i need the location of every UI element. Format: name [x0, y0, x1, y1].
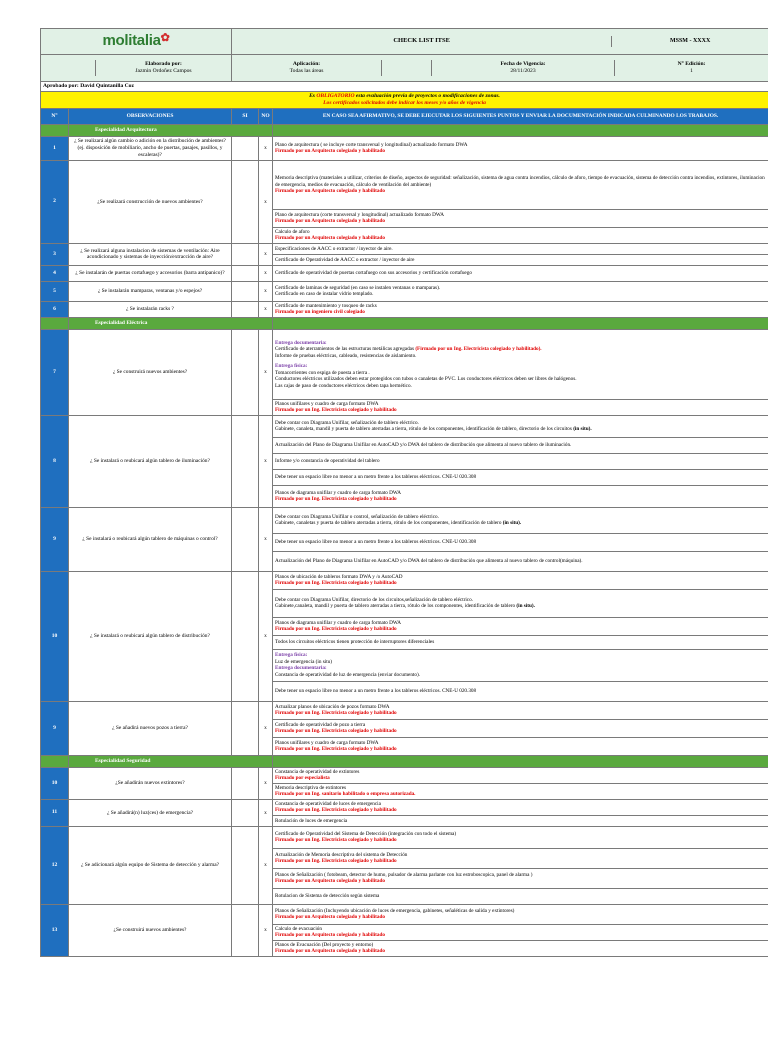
logo-emblem-icon: ✿: [161, 32, 170, 44]
table-row: 2 ¿Se realizará construcción de nuevos ambientes? x Memoria descriptiva (materiales a utilizar, criterios de diseño, aspectos de seguridad: señalización, sistema de agua contra incendios, cálculo de aforo, tiempo de evacuación, sistema de detección contra incendios, extintores, iluminacion de emergencia, medios de evacuación, cálculo de ventilación del ambiente) Firmado por un Arquitecto colegiado y habilitado: [41, 160, 768, 209]
elaborado-cell: Elaborado por: Jazmin Ordoñez Campos: [96, 60, 232, 76]
col-header-si: SI: [232, 108, 259, 124]
vigencia-cell: Fecha de Vigencia: 28/11/2023: [432, 60, 615, 76]
section-electrica: Especialidad Eléctrica: [69, 317, 273, 329]
section-arquitectura: Especialidad Arquitectura: [69, 124, 273, 136]
table-row: 7 ¿ Se construirá nuevos ambientes? x Entrega documentaria: Certificado de aterramientos de las estructuras metálicas agregadas (Firmado por un Ing. Electricista colegiado y habilitado). Informe de pruebas eléctricas, cableado, resistencias de aislamiento. Entrega física: Tomacorrientes con espiga de puesta a tierra . Conductores eléctricos utilizados deben estar protegidos con tubos o canaletas de PVC. Los conductores eléctricos deben ser libres de halógenos. Las cajas de paso de conductores eléctricos deben tapa hermético.: [41, 329, 768, 399]
section-seguridad: Especialidad Seguridad: [69, 755, 273, 767]
doc-title: CHECK LIST ITSE: [232, 36, 612, 46]
col-header-number: N°: [41, 108, 69, 124]
doc-code: MSSM - XXXX: [612, 36, 768, 46]
table-row: 1 ¿ Se realizará algún cambio o adición en la distribución de ambientes? (ej. disposición de mobiliario, ancho de puertas, pasajes, pasillos, y escaleras)? x Plano de arquitectura ( se incluye corte transversal y longitudinal) actualizado formato DWA Firmado por un Arquitecto colegiado y habilitado: [41, 136, 768, 160]
table-row: 9 ¿ Se añadirá nuevos pozos a tierra? x Actualizar planos de ubicación de pozos formato DWA Firmado por un Ing. Electricista colegiado y habilitado: [41, 701, 768, 719]
checklist-page: [40, 28, 768, 957]
col-header-no: NO: [259, 108, 273, 124]
checklist-table: molitalia✿ CHECK LIST ITSE MSSM - XXXX Elaborado por: Jazmin Ordoñez Campos Aplicación: Todas las áreas Fecha de Vigencia: 28/11/2023 N° Edición: 1 Aprobado por: David Quintanilla Coz Es OBLIGATORIO esta evaluación previa de proyectos o modificaciones de zonas. Los certificados solicitados debe indicar los meses y/o años de vigencia N° OBSERVACIONES SI NO EN CASO SEA AFIRMATIVO, SE DEBE EJECUTAR LOS SIGUIENTES PUNTOS Y ENVIAR LA DOCUMENTACIÓN INDICADA CULMINANDO LOS TRABAJOS. Especialidad Arquitectura 1 ¿ Se realizará algún cambio o adición en la distribución de ambientes? (ej. disposición de mobiliario, ancho de puertas, pasajes, pasillos, y escaleras)? x Plano de arquitectura ( se incluye corte transversal y longitudinal) actualizado formato DWA Firmado por un Arquitecto colegiado y habilitado 2 ¿Se realizará construcción de nuevos ambientes? x Memoria descriptiva (materiales a utilizar, criterios de diseño, aspectos de seguridad: señalización, sistema de agua contra incendios, cálculo de aforo, tiempo de evacuación, sistema de detección contra incendios, extintores, iluminacion de emergencia, medios de evacuación, cálculo de ventilación del ambiente) Firmado por un Arquitecto colegiado y habilitado Plano de arquitectura (corte transversal y longitudinal) actualizado formato DWA Firmado por un Arquitecto colegiado y habilitado Calculo de aforo Firmado por un Arquitecto colegiado y habilitado 3 ¿ Se realizará alguna instalacion de sistemas de ventilación: Aire acondicionado y sistemas de inyección/extracción de aire? x Especificaciones de AACC o extractor / inyector de aire. Certificado de Operatividad de AACC o extractor / inyector de aire 4 ¿ Se instalarán de puertas cortafuego y accesorios (barra antipanico)? x Certificado de operatividad de puertas cortafuego con sus accesorios y certificación cortafuego 5 ¿ Se instalarán mamparas, ventanas y/o espejos? x Certificado de laminas de seguridad (en caso se instalen ventanas o mamparas). Certificado en caso de instalar vidrio templado. 6 ¿ Se instalarán racks ? x Certificado de mantenimiento y tosqueo de racks Firmado por un ingeniero civil colegiado Especialidad Eléctrica 7 ¿ Se construirá nuevos ambientes? x Entrega documentaria: Certificado de aterramientos de las estructuras metálicas agregadas (Firmado por un Ing. Electricista colegiado y habilitado). Informe de pruebas eléctricas, cableado, resistencias de aislamiento. Entrega física: Tomacorrientes con espiga de puesta a tierra . Conductores eléctricos utilizados deben estar protegidos con tubos o canaletas de PVC. Los conductores eléctricos deben ser libres de halógenos. Las cajas de paso de conductores eléctricos deben tapa hermético. Planos unifilares y cuadro de carga formato DWA Firmado por un Ing. Electricista colegiado y habilitado 8 ¿ Se instalará o reubicará algún tablero de iluminación? x Debe contar con Diagrama Unifilar, señalización de tablero eléctrico. Gabinete, canaleta, mandil y puerta de tablero aterradas a tierra, rótulo de los componentes, identificación de tablero, directorio de los circuitos (in situ). Actualización del Plano de Diagrama Unifilar en AutoCAD y/o DWA del tablero de distribución que alimenta al nuevo tablero de iluminación. Informe y/o constancia de operatividad del tablero Debe tener un espacio libre no menor a un metro frente a los tableros eléctricos. CNE-U 020.308 Planos de diagrama unifilar y cuadro de carga formato DWA Firmado por un Ing. Electricista colegiado y habilitado 9 ¿ Se instalará o reubicará algún tablero de máquinas o control? x Debe contar con Diagrama Unifilar o control, señalización de tablero eléctrico. Gabinete, canaletas y puerta de tablero aterradas a tierra, rótulo de los componentes, identificación de tablero (in situ). Debe tener un espacio libre no menor a un metro frente a los tableros eléctricos. CNE-U 020.308 Actualización del Plano de Diagrama Unifilar en AutoCAD y/o DWA del tablero de distribución que alimenta al nuevo tablero de control(máquina). 10 ¿ Se instalará o reubicará algún tablero de distribución? x Planos de ubicación de tableros formato DWA y /o AutoCAD Firmado por un Ing. Electricista colegiado y habilitado Debe contar con Diagrama Unifilar, directorio de los circuitos,señalización de tablero eléctrico. Gabinete,canaleta, mandil y puerta de tablero aterradas a tierra, rótulo de los componentes, identificación de tablero (in situ). Planos de diagrama unifilar y cuadro de carga formato DWA Firmado por un Ing. Electricista colegiado y habilitado Todos los circuitos eléctricos tienen protección de interruptores diferenciales Entrega física: Luz de emergencia (in situ) Entrega documentaria: Constancia de operatividad de luz de emergencia (enviar documento). Debe tener un espacio libre no menor a un metro frente a los tableros eléctricos. CNE-U 020.308 9 ¿ Se añadirá nuevos pozos a tierra? x Actualizar planos de ubicación de pozos formato DWA Firmado por un Ing. Electricista colegiado y habilitado Certificado de operatividad de pozo a tierra Firmado por un Ing. Electricista colegiado y habilitado Planos unifilares y cuadro de carga formato DWA Firmado por un Ing. Electricista colegiado y habilitado Especialidad Seguridad 10 ¿Se añadirán nuevos extintores? x Constancia de operatividad de extintores Firmado por especialista Memoria descriptiva de extintores Firmado por un Ing. sanitario habilitado o empresa autorizada. 11 ¿ Se añadirá(n) luz(ces) de emergencia? x Constancia de operatividad de luces de emergencia Firmado por un Ing. Electricista colegiado y habilitado Rotulación de luces de emergencia 12 ¿ Se adicionará algún equipo de Sistema de detección y alarma? x Certificado de Operatividad del Sistema de Detección (integración con todo el sistema) Firmado por un Ing. Electricista colegiado y habilitado Actualización de Memoria descriptiva del sistema de Detección Firmado por un Ing. Electricista colegiado y habilitado Planos de Señalización ( fotobeam, detector de humo, pulsador de alarma parlante con luz estroboscopica, panel de alarma ) Firmado por un Arquitecto colegiado y habilitado Rotulacion de Sistema de detección según sistema 13 ¿Se construirá nuevos ambientes? x Planos de Señalización (Incluyendo ubicación de luces de emergencia, gabinetes, señaléticas de salida y extintores) Firmado por un Arquitecto colegiado y habilitado Calculo de evacuación Firmado por un Arquitecto colegiado y habilitado Planos de Evacuación (Del proyecto y entorno) Firmado por un Arquitecto colegiado y habilitado: [40, 28, 768, 957]
col-header-observaciones: OBSERVACIONES: [69, 108, 232, 124]
table-row: 6 ¿ Se instalarán racks ? x Certificado de mantenimiento y tosqueo de racks Firmado por un ingeniero civil colegiado: [41, 301, 768, 317]
table-row: 10 ¿ Se instalará o reubicará algún tablero de distribución? x Planos de ubicación de tableros formato DWA y /o AutoCAD Firmado por un Ing. Electricista colegiado y habilitado: [41, 571, 768, 589]
edicion-cell: N° Edición: 1: [615, 60, 768, 76]
table-row: 4 ¿ Se instalarán de puertas cortafuego y accesorios (barra antipanico)? x Certificado de operatividad de puertas cortafuego con sus accesorios y certificación cortafuego: [41, 265, 768, 281]
table-row: 3 ¿ Se realizará alguna instalacion de sistemas de ventilación: Aire acondicionado y sistemas de inyección/extracción de aire? x Especificaciones de AACC o extractor / inyector de aire.: [41, 243, 768, 254]
table-row: 13 ¿Se construirá nuevos ambientes? x Planos de Señalización (Incluyendo ubicación de luces de emergencia, gabinetes, señaléticas de salida y extintores) Firmado por un Arquitecto colegiado y habilitado: [41, 904, 768, 924]
company-logo: molitalia✿: [41, 29, 232, 55]
obligatorio-notice: Es OBLIGATORIO esta evaluación previa de proyectos o modificaciones de zonas. Los certificados solicitados debe indicar los meses y/o años de vigencia: [41, 92, 768, 109]
table-row: 11 ¿ Se añadirá(n) luz(ces) de emergencia? x Constancia de operatividad de luces de emergencia Firmado por un Ing. Electricista colegiado y habilitado: [41, 799, 768, 815]
col-header-documentacion: EN CASO SEA AFIRMATIVO, SE DEBE EJECUTAR LOS SIGUIENTES PUNTOS Y ENVIAR LA DOCUMENTACIÓN INDICADA CULMINANDO LOS TRABAJOS.: [273, 108, 768, 124]
aprobado-por: Aprobado por: David Quintanilla Coz: [41, 82, 768, 92]
table-row: 8 ¿ Se instalará o reubicará algún tablero de iluminación? x Debe contar con Diagrama Unifilar, señalización de tablero eléctrico. Gabinete, canaleta, mandil y puerta de tablero aterradas a tierra, rótulo de los componentes, identificación de tablero, directorio de los circuitos (in situ).: [41, 415, 768, 437]
table-row: 9 ¿ Se instalará o reubicará algún tablero de máquinas o control? x Debe contar con Diagrama Unifilar o control, señalización de tablero eléctrico. Gabinete, canaletas y puerta de tablero aterradas a tierra, rótulo de los componentes, identificación de tablero (in situ).: [41, 507, 768, 533]
aplicacion-cell: Aplicación: Todas las áreas: [232, 60, 382, 76]
table-row: 10 ¿Se añadirán nuevos extintores? x Constancia de operatividad de extintores Firmado por especialista: [41, 767, 768, 783]
table-row: 12 ¿ Se adicionará algún equipo de Sistema de detección y alarma? x Certificado de Operatividad del Sistema de Detección (integración con todo el sistema) Firmado por un Ing. Electricista colegiado y habilitado: [41, 826, 768, 848]
table-row: 5 ¿ Se instalarán mamparas, ventanas y/o espejos? x Certificado de laminas de seguridad (en caso se instalen ventanas o mamparas). Certificado en caso de instalar vidrio templado.: [41, 281, 768, 301]
